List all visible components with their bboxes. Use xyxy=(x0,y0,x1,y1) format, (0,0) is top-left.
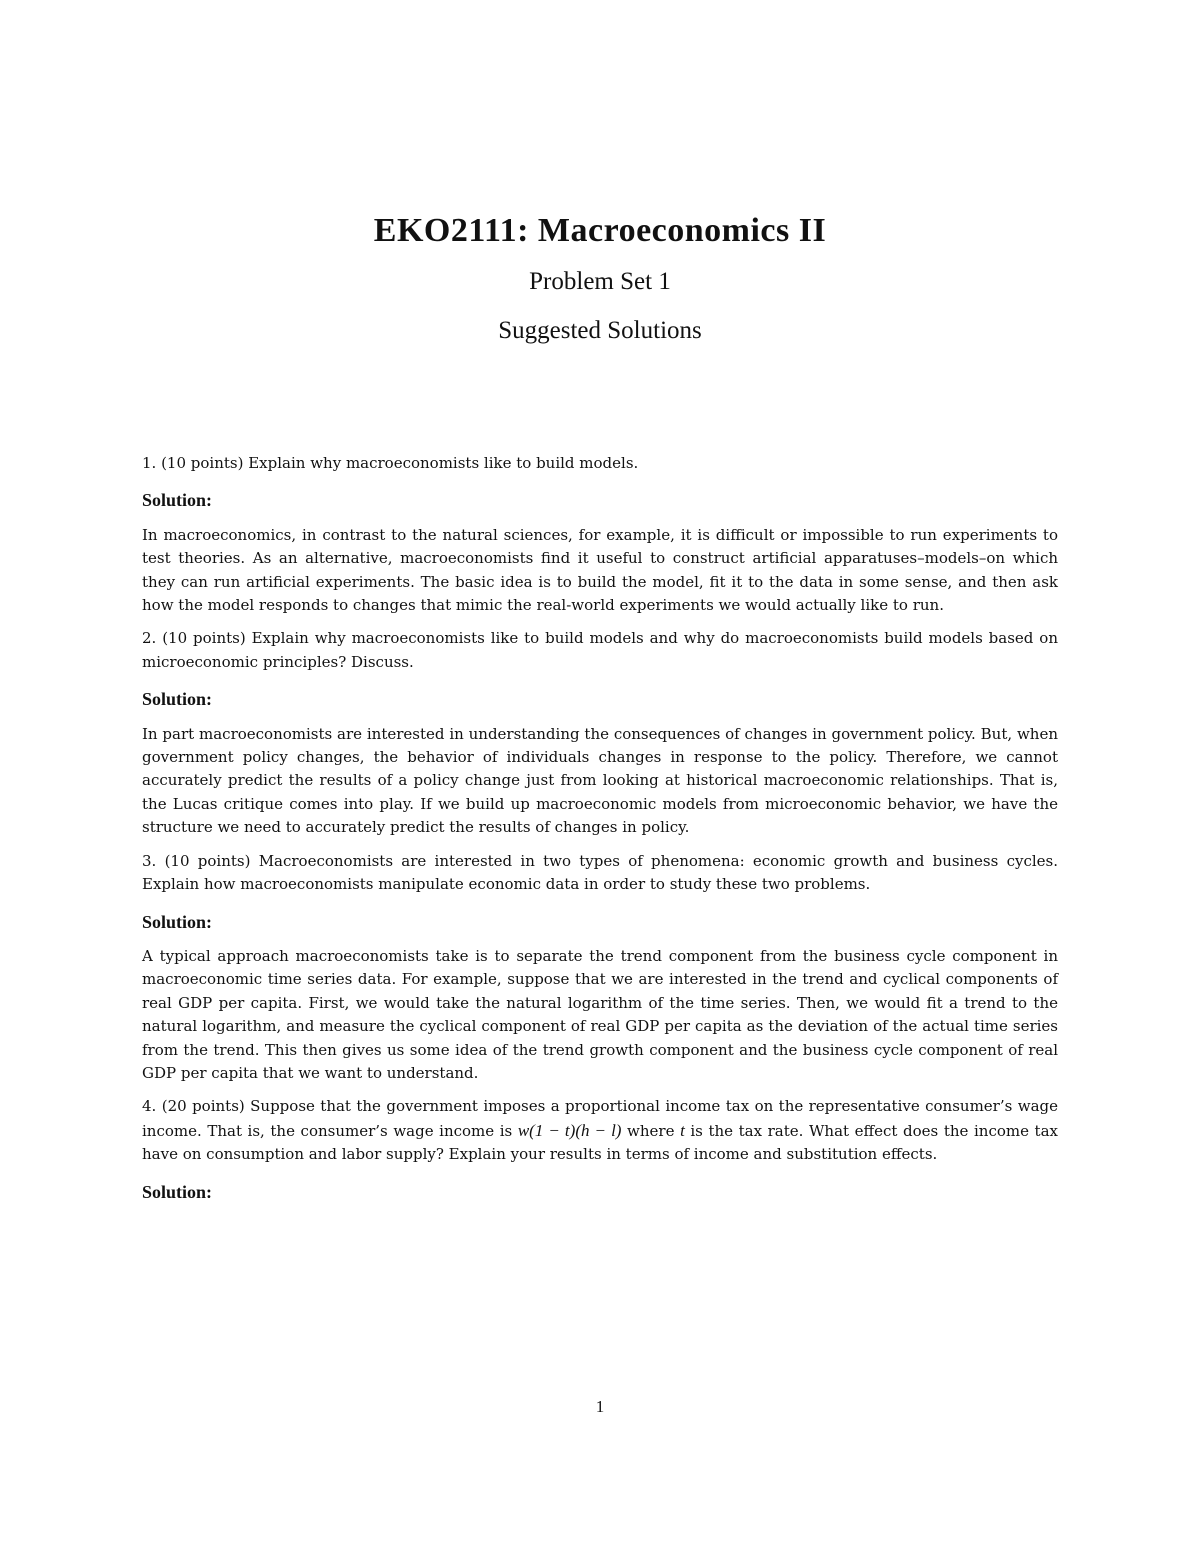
solution-heading-2: Solution: xyxy=(142,689,213,710)
document-title: EKO2111: Macroeconomics II xyxy=(373,212,827,249)
solution-heading-4: Solution: xyxy=(142,1181,213,1202)
question-4-text-before: 4. (20 points) Suppose that the government imposes a proportional income tax on the representative consumer’s wage income. That is, the consumer’s wage income is xyxy=(142,1097,1058,1140)
solution-heading-1: Solution: xyxy=(142,490,213,511)
question-4 xyxy=(142,1095,1058,1166)
solution-heading-3: Solution: xyxy=(142,911,213,932)
answer-2: In part macroeconomists are interested in understanding the consequences of changes in government policy. But, when government policy changes, the behavior of individuals changes in response to the policy. Therefore, we cannot accurately predict the results of a policy change just from looking at historical macroeconomic relationships. That is, the Lucas critique comes into play. If we build up macroeconomic models from microeconomic behavior, we have the structure we need to accurately predict the results of changes in policy. xyxy=(142,724,1058,837)
document-subtitle-2: Suggested Solutions xyxy=(498,317,702,344)
question-4-text-after: is the tax rate. What effect does the income tax have on consumption and labor supply? Explain your results in terms of income and substitution effects. xyxy=(142,1121,1058,1164)
question-1: 1. (10 points) Explain why macroeconomists like to build models. xyxy=(142,454,639,472)
question-2: 2. (10 points) Explain why macroeconomists like to build models and why do macroeconomists build models based on microeconomic principles? Discuss. xyxy=(142,629,1058,671)
answer-3: A typical approach macroeconomists take is to separate the trend component from the business cycle component in macroeconomic time series data. For example, suppose that we are interested in the trend and cyclical components of real GDP per capita. First, we would take the natural logarithm of the time series. Then, we would fit a trend to the natural logarithm, and measure the cyclical component of real GDP per capita as the deviation of the actual time series from the trend. This then gives us some idea of the trend growth component and the business cycle component of real GDP per capita that we want to understand. xyxy=(142,946,1058,1082)
answer-1: In macroeconomics, in contrast to the natural sciences, for example, it is difficult or impossible to run experiments to test theories. As an alternative, macroeconomists find it useful to construct artificial apparatuses–models–on which they can run artificial experiments. The basic idea is to build the model, fit it to the data in some sense, and then ask how the model responds to changes that mimic the real-world experiments we would actually like to run. xyxy=(142,525,1058,615)
wage-income-formula: w(1 − t)(h − l) xyxy=(517,1120,622,1140)
page-number: 1 xyxy=(595,1397,605,1416)
document-subtitle: Problem Set 1 xyxy=(529,268,671,295)
question-3: 3. (10 points) Macroeconomists are interested in two types of phenomena: economic growth and business cycles. Explain how macroeconomists manipulate economic data in order to study these two problems. xyxy=(142,851,1058,894)
tax-rate-variable: t xyxy=(680,1120,685,1140)
question-4-text-middle: where xyxy=(621,1121,681,1140)
document-body xyxy=(142,452,1058,1215)
